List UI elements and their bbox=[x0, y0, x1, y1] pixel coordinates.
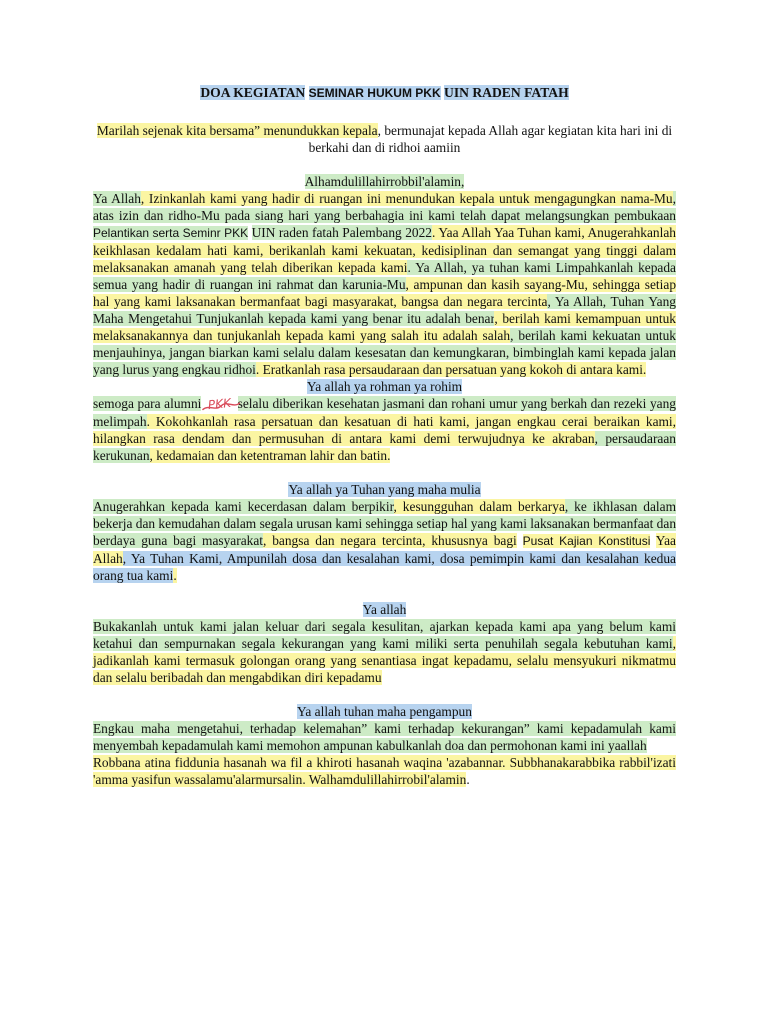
s3-4: , bangsa dan negara tercinta, khususnya bagi bbox=[263, 533, 517, 548]
s4-3: , jadikanlah kami termasuk golongan orang yang senantiasa ingat kepadamu, selalu mensyukuri nikmatmu dan selalu beribadah dan mengabdikan diri kepadamu bbox=[93, 636, 676, 685]
section5-body bbox=[93, 720, 676, 754]
section2-heading-text: Ya allah ya rohman ya rohim bbox=[306, 379, 463, 394]
pkk-handwritten-scribble bbox=[204, 395, 235, 415]
intro-a: Marilah sejenak kita bersama” menundukkan kepala bbox=[96, 123, 378, 138]
spacer bbox=[93, 584, 676, 601]
s1-10: , berilah kami kemampuan untuk melaksanakannya dan tunjukanlah kepada kami yang salah itu adalah salah bbox=[93, 311, 677, 343]
section5-closing bbox=[93, 754, 676, 788]
section4-heading-text: Ya allah bbox=[362, 602, 407, 617]
s1-11: , berilah kami kekuatan untuk menjauhinya, jangan biarkan kami selalu dalam kesesatan dan kemungkaran, bimbinglah kami kepada jalan yang lurus yang engkau ridhoi bbox=[93, 328, 676, 377]
s2-4: , persaudaraan kerukunan bbox=[93, 431, 676, 463]
section3-body bbox=[93, 498, 676, 584]
spacer bbox=[93, 686, 676, 703]
s3-8: . bbox=[173, 568, 177, 583]
s1-9: , Ya Allah, Tuhan Yang Maha Mengetahui Tunjukanlah kepada kami yang benar itu adalah benar bbox=[93, 294, 676, 326]
s5-3: . bbox=[466, 772, 470, 787]
s4-2: , ajarkan kepada kami apa yang belum kami ketahui dan sempurnakan segala kekurangan yang kami miliki serta penuhilah segala kebutuhan kami bbox=[93, 619, 676, 651]
s2-1: semoga para alumni bbox=[93, 396, 202, 411]
s2-5: , kedamaian dan ketentraman lahir dan batin. bbox=[149, 448, 391, 463]
s1-12: . Eratkanlah rasa persaudaraan dan persatuan yang kokoh di antara kami. bbox=[255, 362, 647, 377]
s2-2: selalu diberikan kesehatan jasmani dan rohani umur yang berkah dan rezeki yang melimpah bbox=[93, 396, 676, 429]
s1-7: . Ya Allah, ya tuhan kami Limpahkanlah kepada semua yang hadir di ruangan ini rahmat dan karunia-Mu bbox=[93, 260, 676, 292]
section3-heading-text: Ya allah ya Tuhan yang maha mulia bbox=[288, 482, 481, 497]
s3-6: Yaa Allah bbox=[93, 533, 676, 566]
title-part3: UIN RADEN FATAH bbox=[444, 85, 569, 100]
section4-heading bbox=[93, 601, 676, 618]
pkk-scribble-text: PKK bbox=[207, 395, 232, 413]
document-title bbox=[93, 84, 676, 102]
s3-5: Pusat Kajian Konstitusi bbox=[522, 534, 651, 548]
s1-5: UIN raden fatah Palembang 2022 bbox=[251, 225, 433, 240]
section3-heading bbox=[93, 481, 676, 498]
section2-heading bbox=[93, 378, 676, 395]
s3-7: , Ya Tuhan Kami, Ampunilah dosa dan kesalahan kami, dosa pemimpin kami dan kesalahan kedua orang tua kami bbox=[93, 551, 676, 583]
section1-body bbox=[93, 190, 676, 378]
s3-3: , ke ikhlasan dalam bekerja dan kemudahan dalam segala urusan kami sehingga setiap hal yang kami laksanakan bermanfaat dan berdaya guna bagi masyarakat bbox=[93, 499, 677, 548]
s1-4: Pelantikan serta Seminr PKK bbox=[93, 226, 249, 240]
s1-6: . Yaa Allah Yaa Tuhan kami, Anugerahkanlah keikhlasan kedalam hati kami, berikanlah kami kekuatan, kedisiplinan dan semangat yang tinggi dalam melaksanakan amanah yang telah diberikan kepada kami bbox=[93, 225, 676, 275]
spacer bbox=[93, 156, 676, 173]
s4-1: Bukakanlah untuk kami jalan keluar dari segala kesulitan bbox=[93, 619, 421, 634]
section5-heading bbox=[93, 703, 676, 720]
s2-3: . Kokohkanlah rasa persatuan dan kesatuan di hati kami, jangan engkau cerai beraikan kami, hilangkan rasa dendam dan permusuhan di antara kami demi terwujudnya ke akraban bbox=[93, 414, 676, 446]
intro-paragraph bbox=[93, 122, 676, 156]
s1-1: Ya Allah bbox=[93, 191, 141, 206]
s3-1: Anugerahkan kepada kami kecerdasan dalam berpikir bbox=[93, 499, 394, 514]
spacer bbox=[93, 464, 676, 481]
s5-2: Robbana atina fiddunia hasanah wa fil a khiroti hasanah waqina 'azabannar. Subbhanakarabbika rabbil'izati 'amma yasifun wassalamu'alarmursalin. Walhamdulillahirrobil'alamin bbox=[93, 755, 676, 787]
section1-heading-text: Alhamdulillahirrobbil'alamin, bbox=[304, 174, 465, 189]
section2-body bbox=[93, 395, 676, 464]
s3-2: , kesungguhan dalam berkarya bbox=[393, 499, 565, 514]
title-part2: SEMINAR HUKUM PKK bbox=[308, 86, 441, 100]
s1-8: , ampunan dan kasih sayang-Mu, sehingga setiap hal yang kami laksanakan bermanfaat bagi masyarakat, bangsa dan negara tercinta bbox=[93, 277, 677, 309]
s1-2: , Izinkanlah kami yang hadir di ruangan ini menundukan kepala untuk mengagungkan nama-Mu bbox=[140, 191, 673, 206]
section4-body bbox=[93, 618, 676, 686]
intro-b: , bermunajat kepada Allah agar kegiatan kita hari ini di berkahi dan di ridhoi aamiin bbox=[308, 123, 673, 155]
section1-heading bbox=[93, 173, 676, 190]
section5-heading-text: Ya allah tuhan maha pengampun bbox=[297, 704, 472, 719]
s1-3: , atas izin dan ridho-Mu pada siang hari yang berbahagia ini kami telah dapat melangsungkan pembukaan bbox=[93, 191, 676, 223]
title-part1: DOA KEGIATAN bbox=[200, 85, 306, 100]
s5-1: Engkau maha mengetahui, terhadap kelemahan” kami terhadap kekurangan” kami kepadamulah kami menyembah kepadamulah kami memohon ampunan kabulkanlah doa dan permohonan kami ini yaallah bbox=[93, 721, 676, 753]
